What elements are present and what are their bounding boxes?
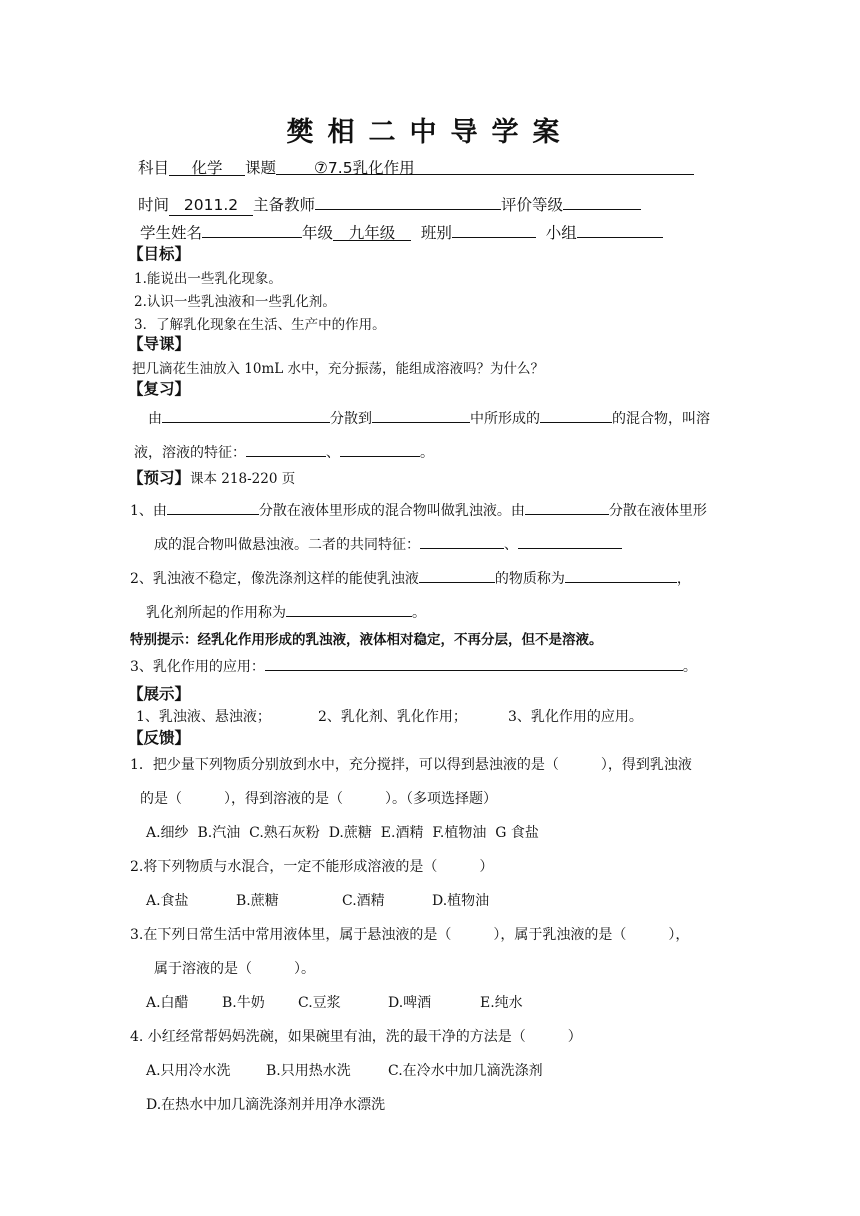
show-item: 2、乳化剂、乳化作用； — [318, 709, 467, 725]
teacher-blank — [315, 190, 501, 210]
review-blank — [540, 406, 612, 423]
preview-q3-line — [130, 654, 697, 676]
special-tip: 特别提示：经乳化作用形成的乳浊液，液体相对稳定，不再分层，但不是溶液。 — [130, 632, 603, 648]
class-label: 班别 — [420, 224, 452, 242]
student-label: 学生姓名 — [140, 224, 203, 242]
preview-text: 3、乳化作用的应用： — [130, 659, 265, 675]
review-line-1 — [148, 406, 710, 428]
preview-blank — [419, 566, 495, 583]
review-text: 、 — [326, 445, 340, 461]
preview-text: 乳化剂所起的作用称为 — [146, 605, 286, 621]
option: C.在冷水中加几滴洗涤剂 — [388, 1063, 543, 1079]
subject-value: 化学 — [169, 156, 245, 176]
option: B.牛奶 — [222, 995, 265, 1011]
show-item: 1、乳浊液、悬浊液； — [136, 709, 271, 725]
time-label: 时间 — [138, 196, 170, 214]
time-value: 2011.2 — [169, 196, 253, 216]
goal-item: 2.认识一些乳浊液和一些乳化剂。 — [134, 294, 336, 310]
grade-label: 年级 — [302, 224, 334, 242]
option: A.食盐 — [146, 893, 189, 909]
feedback-q3-line2: 属于溶液的是（ ）。 — [154, 961, 315, 977]
subject-label: 科目 — [138, 159, 170, 177]
review-text: 液，溶液的特征： — [134, 445, 246, 461]
option: D.啤酒 — [388, 995, 432, 1011]
topic-value: ⑦7.5乳化作用 — [276, 156, 694, 175]
preview-blank — [286, 600, 412, 617]
intro-heading: 【导课】 — [128, 335, 191, 353]
group-label: 小组 — [545, 224, 577, 242]
group-blank — [577, 218, 663, 238]
preview-pages: 课本 218-220 页 — [190, 471, 296, 487]
preview-text: ， — [676, 571, 691, 587]
show-item: 3、乳化作用的应用。 — [508, 709, 643, 725]
option: B.蔗糖 — [236, 893, 279, 909]
goal-item: 3．了解乳化现象在生活、生产中的作用。 — [134, 317, 386, 333]
option: F.植物油 — [432, 825, 487, 841]
preview-heading-row — [128, 466, 295, 488]
goal-item: 1.能说出一些乳化现象。 — [134, 271, 282, 287]
preview-text: 分散在液体里形 — [608, 503, 707, 519]
review-text: 由 — [148, 411, 162, 427]
preview-q1-line2 — [154, 532, 622, 554]
option: D.在热水中加几滴洗涤剂并用净水漂洗 — [146, 1097, 386, 1113]
preview-blank — [420, 532, 504, 549]
preview-text: 分散在液体里形成的混合物叫做乳浊液。由 — [258, 503, 525, 519]
review-line-2 — [134, 440, 434, 462]
option: A.细纱 — [146, 825, 189, 841]
option: C.豆浆 — [298, 995, 341, 1011]
grade-eval-blank — [563, 190, 641, 210]
review-text: 分散到 — [330, 411, 372, 427]
grade-value: 九年级 — [333, 221, 411, 241]
show-heading: 【展示】 — [128, 685, 191, 703]
review-blank — [340, 440, 420, 457]
option: C.酒精 — [342, 893, 385, 909]
preview-blank — [525, 498, 609, 515]
option: D.植物油 — [432, 893, 490, 909]
header-row-student — [140, 218, 663, 243]
preview-text: 。 — [682, 659, 697, 675]
feedback-q2-line: 2.将下列物质与水混合，一定不能形成溶液的是（ ） — [130, 859, 494, 875]
grade-eval-label: 评价等级 — [501, 196, 564, 214]
option: E.酒精 — [380, 825, 424, 841]
preview-text: 2、乳浊液不稳定，像洗涤剂这样的能使乳浊液 — [130, 571, 419, 587]
preview-q2-line2 — [146, 600, 426, 622]
feedback-q4-line: 4. 小红经常帮妈妈洗碗，如果碗里有油，洗的最干净的方法是（ ） — [130, 1029, 582, 1045]
review-text: 的混合物，叫溶 — [612, 411, 710, 427]
option: C.熟石灰粉 — [249, 825, 320, 841]
preview-text: 成的混合物叫做悬浊液。二者的共同特征： — [154, 537, 420, 553]
topic-label: 课题 — [245, 159, 277, 177]
review-blank — [162, 406, 330, 423]
preview-blank — [167, 498, 259, 515]
preview-text: 的物质称为 — [494, 571, 565, 587]
preview-blank — [265, 654, 683, 671]
preview-q2-line1 — [130, 566, 691, 588]
preview-text: 、 — [504, 537, 518, 553]
preview-heading: 【预习】 — [128, 469, 191, 487]
feedback-q3-line1: 3.在下列日常生活中常用液体里，属于悬浊液的是（ ），属于乳浊液的是（ ）， — [130, 927, 690, 943]
intro-text: 把几滴花生油放入 10mL 水中，充分振荡，能组成溶液吗？为什么？ — [132, 361, 545, 377]
preview-text: 1、由 — [130, 503, 167, 519]
option: B.只用热水洗 — [266, 1063, 351, 1079]
page-title: 樊相二中导学案 — [286, 117, 574, 148]
student-blank — [202, 218, 302, 238]
option: G 食盐 — [495, 825, 539, 841]
option: D.蔗糖 — [328, 825, 372, 841]
feedback-q1-options — [146, 822, 539, 842]
preview-q1-line1 — [130, 498, 707, 520]
preview-blank — [565, 566, 677, 583]
option: A.只用冷水洗 — [146, 1063, 231, 1079]
class-blank — [452, 218, 536, 238]
review-text: 。 — [420, 445, 434, 461]
header-row-time — [138, 190, 641, 216]
goals-heading: 【目标】 — [128, 245, 191, 263]
option: B.汽油 — [197, 825, 241, 841]
feedback-q1-line2: 的是（ ），得到溶液的是（ ）。（多项选择题） — [140, 791, 497, 807]
preview-blank — [518, 532, 622, 549]
feedback-heading: 【反馈】 — [128, 729, 191, 747]
review-text: 中所形成的 — [470, 411, 540, 427]
option: A.白醋 — [146, 995, 189, 1011]
review-heading: 【复习】 — [128, 380, 191, 398]
review-blank — [372, 406, 470, 423]
feedback-q1-line1: 1．把少量下列物质分别放到水中，充分搅拌，可以得到悬浊液的是（ ），得到乳浊液 — [130, 757, 692, 773]
preview-text: 。 — [412, 605, 426, 621]
header-row-subject — [138, 156, 694, 178]
option: E.纯水 — [480, 995, 523, 1011]
review-blank — [246, 440, 326, 457]
teacher-label: 主备教师 — [253, 196, 316, 214]
